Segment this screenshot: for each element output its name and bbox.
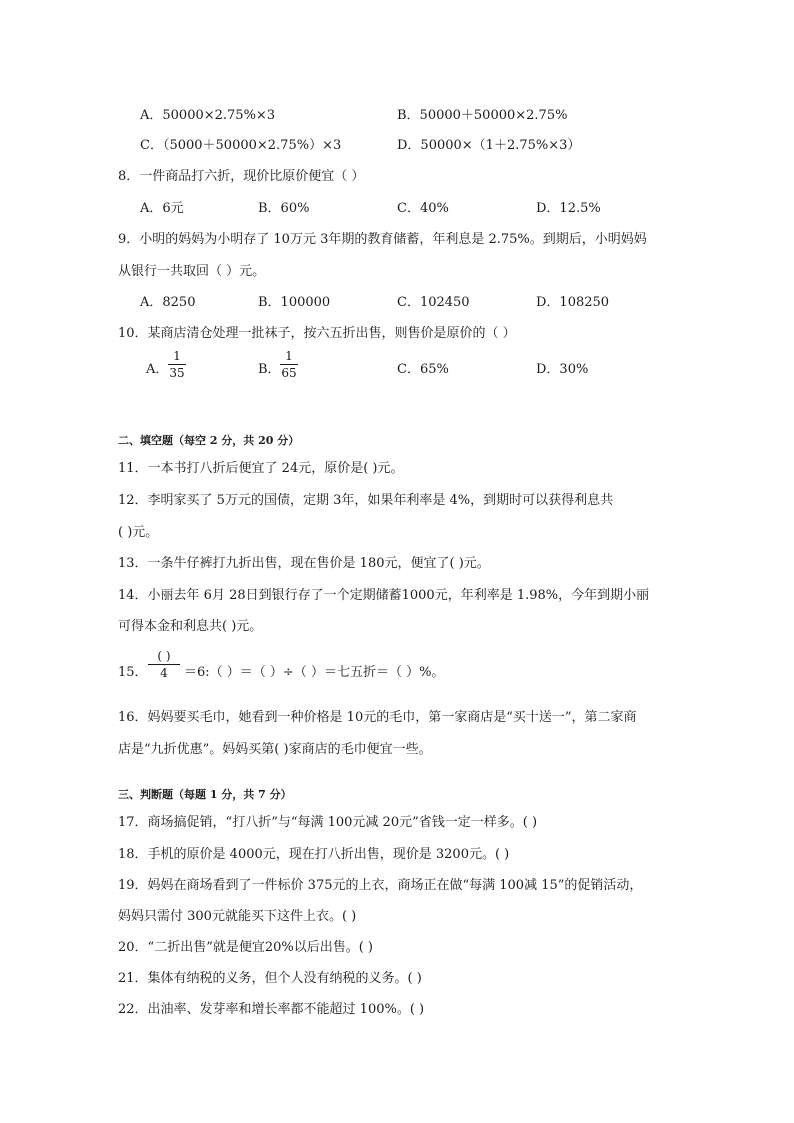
q8-stem: 8．一件商品打六折，现价比原价便宜（ ） <box>118 169 365 184</box>
q10-option-a-fraction <box>168 349 186 380</box>
q9-option-a: A．8250 <box>140 295 196 310</box>
fraction-bar <box>168 364 186 365</box>
q19-line1: 19．妈妈在商场看到了一件标价 375元的上衣，商场正在做“每满 100减 15”的促销活动， <box>118 878 643 893</box>
q9-stem-line2: 从银行一共取回（ ）元。 <box>118 264 266 279</box>
q10-option-d: D．30% <box>536 362 589 377</box>
fraction-denominator: 35 <box>169 366 185 380</box>
q20: 20．“二折出售”就是便宜20%以后出售。( ) <box>118 940 374 955</box>
q9-option-c: C．102450 <box>397 295 470 310</box>
q12-line1: 12．李明家买了 5万元的国债，定期 3年，如果年利率是 4%，到期时可以获得利息共 <box>118 493 614 508</box>
q21: 21．集体有纳税的义务，但个人没有纳税的义务。( ) <box>118 971 422 986</box>
q14-line1: 14．小丽去年 6月 28日到银行存了一个定期储蓄1000元，年利率是 1.98%，今年到期小丽 <box>118 588 650 603</box>
q14-line2: 可得本金和利息共( )元。 <box>118 619 263 634</box>
q15-prefix: 15． <box>118 665 148 680</box>
q8-option-a: A．6元 <box>140 201 184 216</box>
q8-option-d: D．12.5% <box>536 201 601 216</box>
q7-option-d: D．50000×（1＋2.75%×3） <box>397 138 581 153</box>
fraction-numerator: 1 <box>173 349 181 363</box>
q10-option-b-label: B． <box>258 362 281 377</box>
fraction-denominator: 65 <box>281 366 297 380</box>
q18: 18．手机的原价是 4000元，现在打八折出售，现价是 3200元。( ) <box>118 847 510 862</box>
q16-line1: 16．妈妈要买毛巾，她看到一种价格是 10元的毛巾，第一家商店是“买十送一”，第二家商 <box>118 710 637 725</box>
section3-title: 三、判断题（每题 1 分，共 7 分） <box>118 788 292 801</box>
q15-fraction <box>148 649 180 680</box>
fraction-numerator: 1 <box>285 349 293 363</box>
section2-title: 二、填空题（每空 2 分，共 20 分） <box>118 434 300 447</box>
q9-option-b: B．100000 <box>258 295 331 310</box>
q10-option-b-fraction <box>280 349 298 380</box>
fraction-bar <box>280 364 298 365</box>
q9-option-d: D．108250 <box>536 295 610 310</box>
q15-rest: ＝6:（ ）＝（ ）÷（ ）＝七五折＝（ ）%。 <box>184 665 445 680</box>
q11: 11．一本书打八折后便宜了 24元，原价是( )元。 <box>118 461 404 476</box>
q17: 17．商场搞促销，“打八折”与“每满 100元减 20元”省钱一定一样多。( ) <box>118 815 538 830</box>
q10-option-a-label: A． <box>146 362 169 377</box>
q7-option-a: A．50000×2.75%×3 <box>140 108 276 123</box>
q10-stem: 10．某商店清仓处理一批袜子，按六五折出售，则售价是原价的（ ） <box>118 326 516 341</box>
q13: 13．一条牛仔裤打九折出售，现在售价是 180元，便宜了( )元。 <box>118 556 490 571</box>
fraction-numerator: ( ) <box>157 649 171 663</box>
q16-line2: 店是“九折优惠”。妈妈买第( )家商店的毛巾便宜一些。 <box>118 742 432 757</box>
q10-option-c: C．65% <box>397 362 449 377</box>
q12-line2: ( )元。 <box>118 525 159 540</box>
fraction-denominator: 4 <box>160 666 168 680</box>
q7-option-c: C．（5000＋50000×2.75%）×3 <box>140 138 342 153</box>
q22: 22．出油率、发芽率和增长率都不能超过 100%。( ) <box>118 1002 425 1017</box>
q7-option-b: B．50000＋50000×2.75% <box>397 108 568 123</box>
q19-line2: 妈妈只需付 300元就能买下这件上衣。( ) <box>118 909 357 924</box>
fraction-bar <box>148 664 180 665</box>
q8-option-c: C．40% <box>397 201 449 216</box>
q9-stem-line1: 9．小明的妈妈为小明存了 10万元 3年期的教育储蓄，年利息是 2.75%。到期后，小明妈妈 <box>118 232 647 247</box>
q8-option-b: B．60% <box>258 201 310 216</box>
